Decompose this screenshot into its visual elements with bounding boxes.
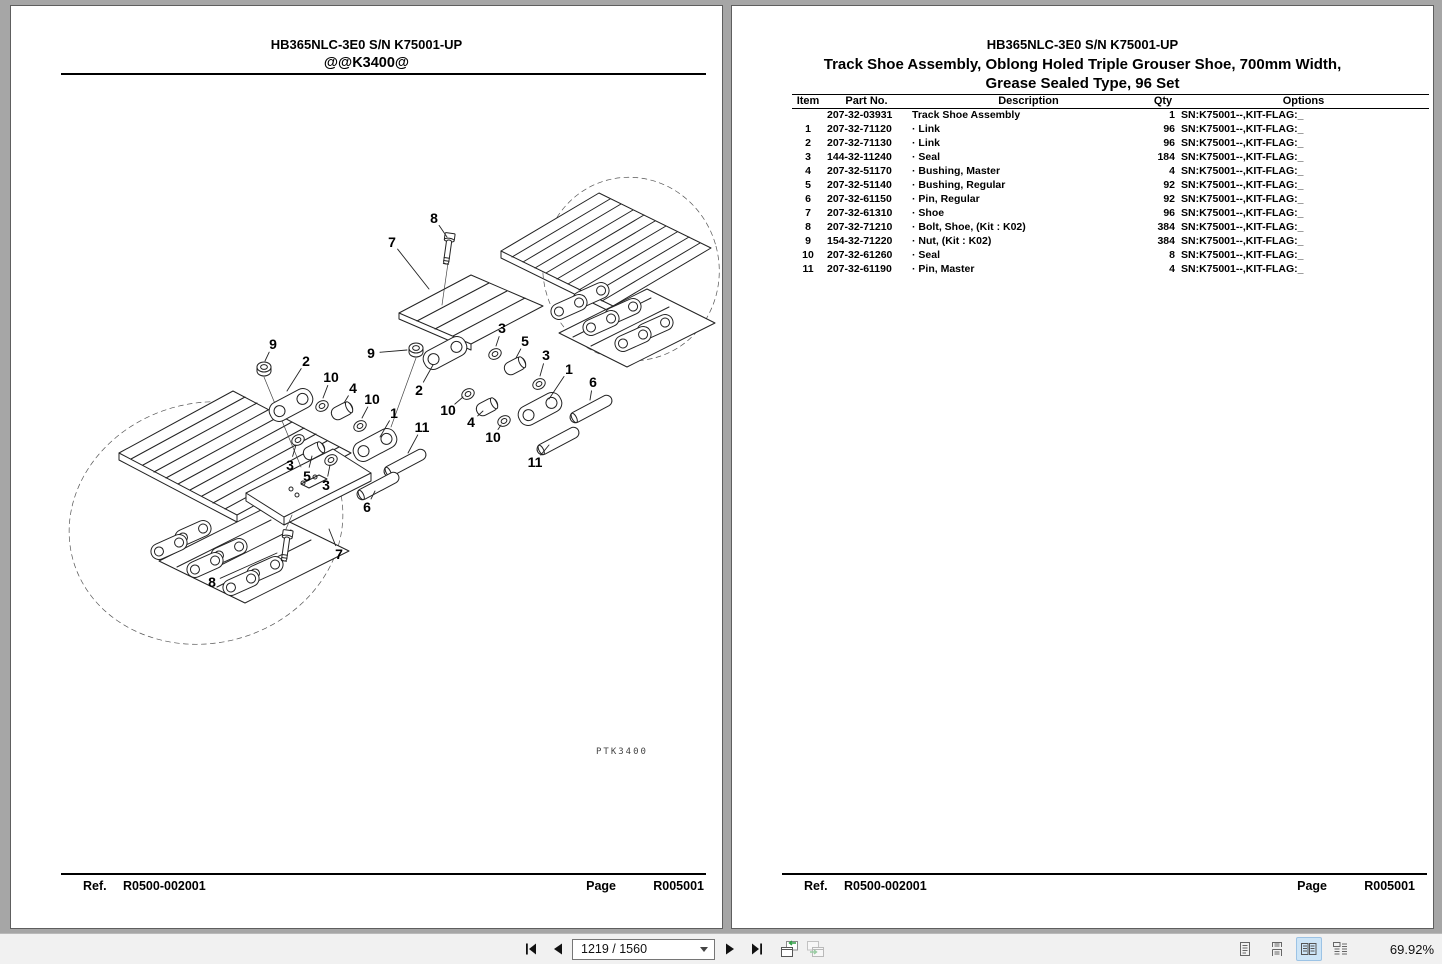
diagram-callout-1: 1 [565, 361, 573, 377]
page-number-combobox[interactable] [572, 939, 715, 960]
diagram-callout-11: 11 [527, 454, 543, 470]
cell-options: SN:K75001--,KIT-FLAG:_ [1181, 249, 1304, 261]
cell-part-no: 144-32-11240 [827, 151, 892, 163]
cell-item: 6 [805, 193, 811, 205]
diagram-callout-3: 3 [542, 347, 550, 363]
diagram-callout-9: 9 [269, 336, 277, 352]
left-page [10, 5, 723, 929]
cell-part-no: 207-32-71120 [827, 123, 892, 135]
callout-leader-line [362, 407, 368, 418]
cell-description: · Bushing, Regular [912, 179, 1006, 191]
forward-view-button[interactable] [805, 937, 827, 961]
ref-value: R0500-002001 [844, 879, 927, 893]
cell-options: SN:K75001--,KIT-FLAG:_ [1181, 235, 1304, 247]
callout-leader-line [455, 397, 463, 404]
cell-item: 9 [805, 235, 811, 247]
back-view-button[interactable] [779, 937, 801, 961]
col-header-part-no: Part No. [824, 95, 909, 109]
right-footer-rule [782, 873, 1427, 875]
callout-leader-line [323, 385, 328, 398]
cell-part-no: 207-32-51170 [827, 165, 892, 177]
seal-10-left-a [314, 399, 330, 414]
seal-10-right-a [460, 387, 476, 402]
cell-options: SN:K75001--,KIT-FLAG:_ [1181, 263, 1304, 275]
col-header-description: Description [909, 95, 1148, 109]
left-footer-rule [61, 873, 706, 875]
nut-9-left [257, 362, 271, 376]
page-value: R005001 [1364, 879, 1415, 893]
diagram-callout-10: 10 [440, 402, 456, 418]
parts-table-header-row [792, 95, 1429, 109]
cell-options: SN:K75001--,KIT-FLAG:_ [1181, 179, 1304, 191]
seal-10-right-b [496, 414, 512, 429]
link-1-right [515, 389, 565, 428]
cell-part-no: 207-32-61150 [827, 193, 892, 205]
cell-options: SN:K75001--,KIT-FLAG:_ [1181, 123, 1304, 135]
cell-description: · Pin, Master [912, 263, 975, 275]
table-row [792, 123, 1429, 137]
previous-page-button[interactable] [546, 937, 568, 961]
diagram-callout-8: 8 [208, 574, 216, 590]
cell-qty: 96 [1163, 123, 1175, 135]
table-row [792, 137, 1429, 151]
col-header-item: Item [792, 95, 824, 109]
diagram-callout-10: 10 [323, 369, 339, 385]
diagram-callout-7: 7 [388, 234, 396, 250]
page-value: R005001 [653, 879, 704, 893]
cell-part-no: 207-32-61260 [827, 249, 893, 261]
cell-options: SN:K75001--,KIT-FLAG:_ [1181, 193, 1304, 205]
cell-qty: 92 [1163, 179, 1175, 191]
last-page-button[interactable] [745, 937, 767, 961]
cell-options: SN:K75001--,KIT-FLAG:_ [1181, 109, 1304, 122]
diagram-callout-3: 3 [498, 320, 506, 336]
facing-pages-view-button[interactable] [1296, 937, 1322, 961]
cell-description: · Shoe [912, 207, 945, 219]
left-page-figure-header: @@K3400@ [323, 55, 410, 71]
cell-description: · Bushing, Master [912, 165, 1001, 177]
cell-description: Track Shoe Assembly [912, 109, 1021, 122]
combobox-caret-icon [700, 947, 708, 952]
first-page-button[interactable] [520, 937, 542, 961]
right-page-model-header: HB365NLC-3E0 S/N K75001-UP [986, 37, 1179, 52]
diagram-callout-2: 2 [415, 382, 423, 398]
table-row [792, 151, 1429, 165]
cell-qty: 4 [1169, 263, 1175, 275]
diagram-callout-3: 3 [286, 457, 294, 473]
parts-table-wrap [792, 94, 1429, 873]
cell-part-no: 154-32-71220 [827, 235, 893, 247]
shoe-plate-under-bottom-left [159, 509, 349, 603]
table-filler-row [792, 277, 1429, 874]
cell-description: · Pin, Regular [912, 193, 980, 205]
exploded-parts-diagram [61, 171, 721, 796]
cell-item: 5 [805, 179, 811, 191]
table-row [792, 249, 1429, 263]
cell-item: 10 [802, 249, 814, 261]
pin-11-right [535, 425, 581, 456]
cell-description: · Bolt, Shoe, (Kit : K02) [912, 221, 1026, 233]
diagram-callout-2: 2 [302, 353, 310, 369]
cell-item: 4 [805, 165, 811, 177]
cell-options: SN:K75001--,KIT-FLAG:_ [1181, 151, 1304, 163]
cell-part-no: 207-32-03931 [827, 109, 893, 122]
cell-description: · Link [912, 123, 940, 135]
diagram-callout-10: 10 [364, 391, 380, 407]
table-row [792, 179, 1429, 193]
cell-part-no: 207-32-61310 [827, 207, 893, 219]
book-view-button[interactable] [1328, 937, 1354, 961]
parts-table [792, 94, 1429, 873]
cell-qty: 1 [1169, 109, 1175, 122]
zoom-level-label: 69.92% [1389, 941, 1434, 957]
cell-item: 11 [802, 263, 814, 275]
figure-code: PTK3400 [596, 747, 648, 757]
ref-label: Ref. [83, 879, 107, 893]
page-navigation-group [520, 934, 827, 964]
cell-part-no: 207-32-71210 [827, 221, 893, 233]
cell-qty: 92 [1163, 193, 1175, 205]
callout-leader-line [439, 225, 447, 237]
cell-description: · Link [912, 137, 940, 149]
callout-leader-line [496, 337, 499, 346]
cell-item: 2 [805, 137, 811, 149]
cell-item: 8 [805, 221, 811, 233]
nut-9-right [409, 343, 423, 357]
table-row [792, 221, 1429, 235]
cell-part-no: 207-32-51140 [827, 179, 892, 191]
ref-value: R0500-002001 [123, 879, 206, 893]
cell-qty: 184 [1157, 151, 1175, 163]
cell-part-no: 207-32-71130 [827, 137, 892, 149]
cell-qty: 384 [1157, 221, 1175, 233]
cell-description: · Nut, (Kit : K02) [912, 235, 992, 247]
diagram-callout-5: 5 [521, 333, 529, 349]
table-row [792, 207, 1429, 221]
cell-description: · Seal [912, 151, 941, 163]
bushing-4-left [329, 400, 355, 422]
diagram-callout-7: 7 [335, 546, 343, 562]
cell-description: · Seal [912, 249, 941, 261]
callout-leader-line [380, 350, 407, 352]
cell-qty: 96 [1163, 207, 1175, 219]
cell-item: 7 [805, 207, 811, 219]
assembly-title-line2: Grease Sealed Type, 96 Set [985, 75, 1180, 92]
diagram-callout-3: 3 [322, 477, 330, 493]
table-row [792, 235, 1429, 249]
seal-3-top-a [487, 347, 503, 362]
cell-options: SN:K75001--,KIT-FLAG:_ [1181, 221, 1304, 233]
diagram-callout-11: 11 [414, 419, 430, 435]
seal-3-top-b [531, 377, 547, 392]
cell-item [792, 109, 824, 123]
bolt-8-top [441, 232, 455, 264]
page-label: Page [586, 879, 616, 893]
diagram-callout-6: 6 [363, 499, 371, 515]
cell-qty: 96 [1163, 137, 1175, 149]
cell-qty: 8 [1169, 249, 1175, 261]
callout-leader-line [265, 352, 269, 361]
page-label: Page [1297, 879, 1327, 893]
diagram-callout-6: 6 [589, 374, 597, 390]
assembly-title-line1: Track Shoe Assembly, Oblong Holed Triple Grouser Shoe, 700mm Width, [823, 56, 1342, 73]
single-page-view-button[interactable] [1232, 937, 1258, 961]
left-header-rule [61, 73, 706, 75]
callout-leader-line [398, 249, 429, 289]
diagram-callout-1: 1 [390, 405, 398, 421]
next-page-button[interactable] [719, 937, 741, 961]
col-header-options: Options [1178, 95, 1429, 109]
view-layout-group [1232, 934, 1434, 964]
seal-10-left-b [352, 419, 368, 434]
viewer-toolbar [0, 933, 1442, 964]
cell-item: 1 [805, 123, 811, 135]
page-number-value: 1219 / 1560 [581, 942, 648, 956]
diagram-callout-8: 8 [430, 210, 438, 226]
callout-leader-line [590, 391, 592, 400]
cell-item: 3 [805, 151, 811, 163]
diagram-callout-4: 4 [349, 380, 357, 396]
bushing-5-top [502, 355, 528, 377]
ref-label: Ref. [804, 879, 828, 893]
link-2-left [266, 385, 316, 424]
diagram-callout-5: 5 [303, 468, 311, 484]
callout-leader-line [287, 369, 301, 391]
cell-qty: 4 [1169, 165, 1175, 177]
table-row [792, 109, 1429, 123]
diagram-callout-9: 9 [367, 345, 375, 361]
right-page [731, 5, 1434, 929]
cell-part-no: 207-32-61190 [827, 263, 892, 275]
continuous-view-button[interactable] [1264, 937, 1290, 961]
cell-options: SN:K75001--,KIT-FLAG:_ [1181, 207, 1304, 219]
table-row [792, 193, 1429, 207]
callout-leader-line [540, 364, 544, 376]
cell-options: SN:K75001--,KIT-FLAG:_ [1181, 137, 1304, 149]
left-page-model-header: HB365NLC-3E0 S/N K75001-UP [270, 37, 463, 52]
cell-options: SN:K75001--,KIT-FLAG:_ [1181, 165, 1304, 177]
table-row [792, 263, 1429, 277]
cell-qty: 384 [1157, 235, 1175, 247]
diagram-callout-10: 10 [485, 429, 501, 445]
bushing-4-right [474, 396, 500, 418]
table-row [792, 165, 1429, 179]
col-header-qty: Qty [1148, 95, 1178, 109]
diagram-callout-4: 4 [467, 414, 475, 430]
pin-6-right [568, 393, 614, 424]
